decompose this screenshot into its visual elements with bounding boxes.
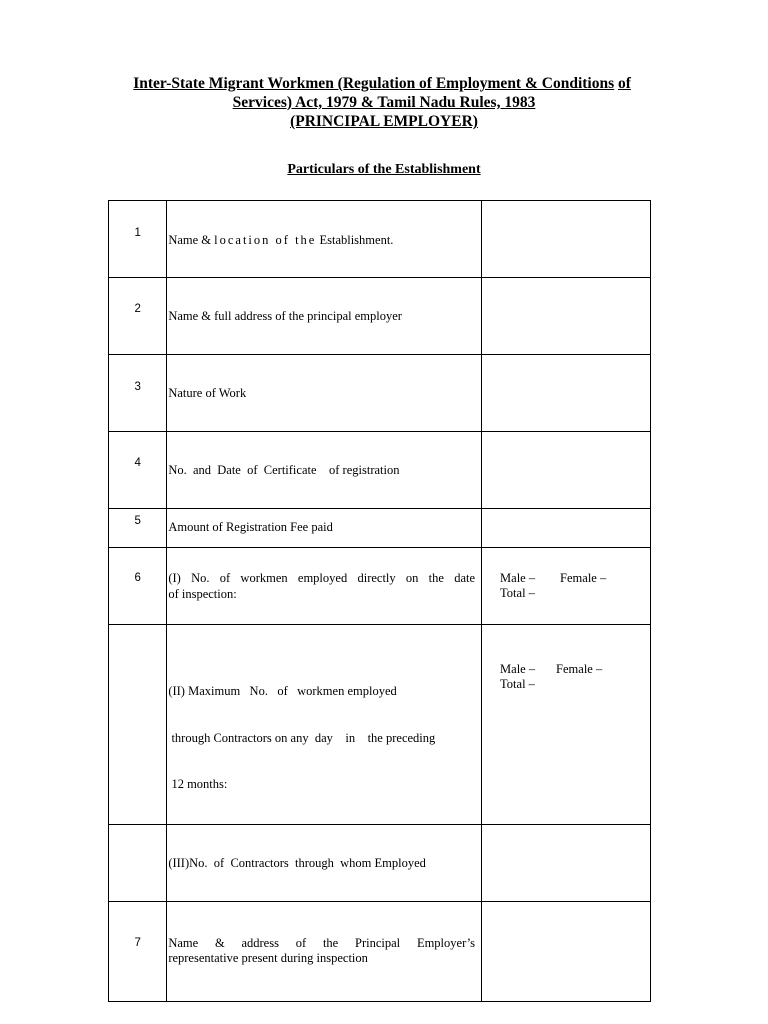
row-number: 6 xyxy=(134,572,141,584)
total-label: Total – xyxy=(500,586,535,600)
row-value-cell[interactable] xyxy=(482,432,651,509)
row-number-cell xyxy=(109,625,167,825)
row-label-cell xyxy=(167,548,482,625)
male-label: Male – xyxy=(500,571,536,585)
row-label: (I) No. of workmen employed directly on the date of inspection: xyxy=(168,571,476,601)
total-label: Total – xyxy=(500,677,535,691)
row-label: No. and Date of Certificate of registration xyxy=(168,463,400,477)
row-number-cell xyxy=(109,355,167,432)
row-number-cell xyxy=(109,901,167,1001)
row-label-cell xyxy=(167,355,482,432)
row-number: 4 xyxy=(134,457,141,469)
table-row-6-iii xyxy=(109,824,651,901)
table-row-4 xyxy=(109,432,651,509)
table-row-3 xyxy=(109,355,651,432)
document-title xyxy=(0,74,768,131)
row-value-cell[interactable] xyxy=(482,201,651,278)
row-label: Nature of Work xyxy=(168,386,247,400)
row-number: 1 xyxy=(134,227,141,239)
title-line-2: Services) Act, 1979 & Tamil Nadu Rules, 1983 xyxy=(232,94,536,111)
table-row-6-ii xyxy=(109,625,651,825)
row-value-cell[interactable] xyxy=(482,548,651,625)
row-number-cell xyxy=(109,824,167,901)
row-number: 7 xyxy=(134,936,141,949)
table-row-1 xyxy=(109,201,651,278)
row-label-cell xyxy=(167,509,482,548)
row-label-cell xyxy=(167,901,482,1001)
row-value-cell[interactable] xyxy=(482,509,651,548)
female-label: Female – xyxy=(556,662,603,676)
row-label-cell xyxy=(167,625,482,825)
male-label: Male – xyxy=(500,662,536,676)
row-label: (II) Maximum No. of workmen employed through Contractors on any day in the preceding 12 months: xyxy=(168,684,436,791)
row-label-cell xyxy=(167,432,482,509)
title-line-3: (PRINCIPAL EMPLOYER) xyxy=(290,113,478,130)
row-number: 5 xyxy=(134,515,141,527)
row-label-cell xyxy=(167,278,482,355)
row-number-cell xyxy=(109,432,167,509)
row-label: Name & full address of the principal employer xyxy=(168,309,402,323)
gender-counts xyxy=(482,571,650,601)
row-label: Name & location of the Establishment. xyxy=(168,233,394,247)
row-number-cell xyxy=(109,278,167,355)
table-row-7 xyxy=(109,901,651,1001)
row-value-cell[interactable] xyxy=(482,355,651,432)
row-label-cell xyxy=(167,824,482,901)
table-row-5 xyxy=(109,509,651,548)
particulars-table xyxy=(108,200,651,1002)
row-value-cell[interactable] xyxy=(482,625,651,825)
row-value-cell[interactable] xyxy=(482,278,651,355)
row-value-cell[interactable] xyxy=(482,901,651,1001)
table-row-6 xyxy=(109,548,651,625)
row-number-cell xyxy=(109,509,167,548)
row-label-cell xyxy=(167,201,482,278)
row-label: Amount of Registration Fee paid xyxy=(168,520,333,534)
gender-counts xyxy=(482,662,650,692)
row-number: 2 xyxy=(134,303,141,315)
title-line-1: Inter-State Migrant Workmen (Regulation of Employment & Conditions of xyxy=(133,75,631,92)
row-number-cell xyxy=(109,201,167,278)
row-number-cell xyxy=(109,548,167,625)
table-row-2 xyxy=(109,278,651,355)
row-label: (III)No. of Contractors through whom Employed xyxy=(168,855,426,870)
section-heading: Particulars of the Establishment xyxy=(287,162,481,177)
row-value-cell[interactable] xyxy=(482,824,651,901)
female-label: Female – xyxy=(560,571,607,585)
row-label: Name & address of the Principal Employer’s representative present during inspection xyxy=(168,935,476,965)
row-number: 3 xyxy=(134,381,141,393)
